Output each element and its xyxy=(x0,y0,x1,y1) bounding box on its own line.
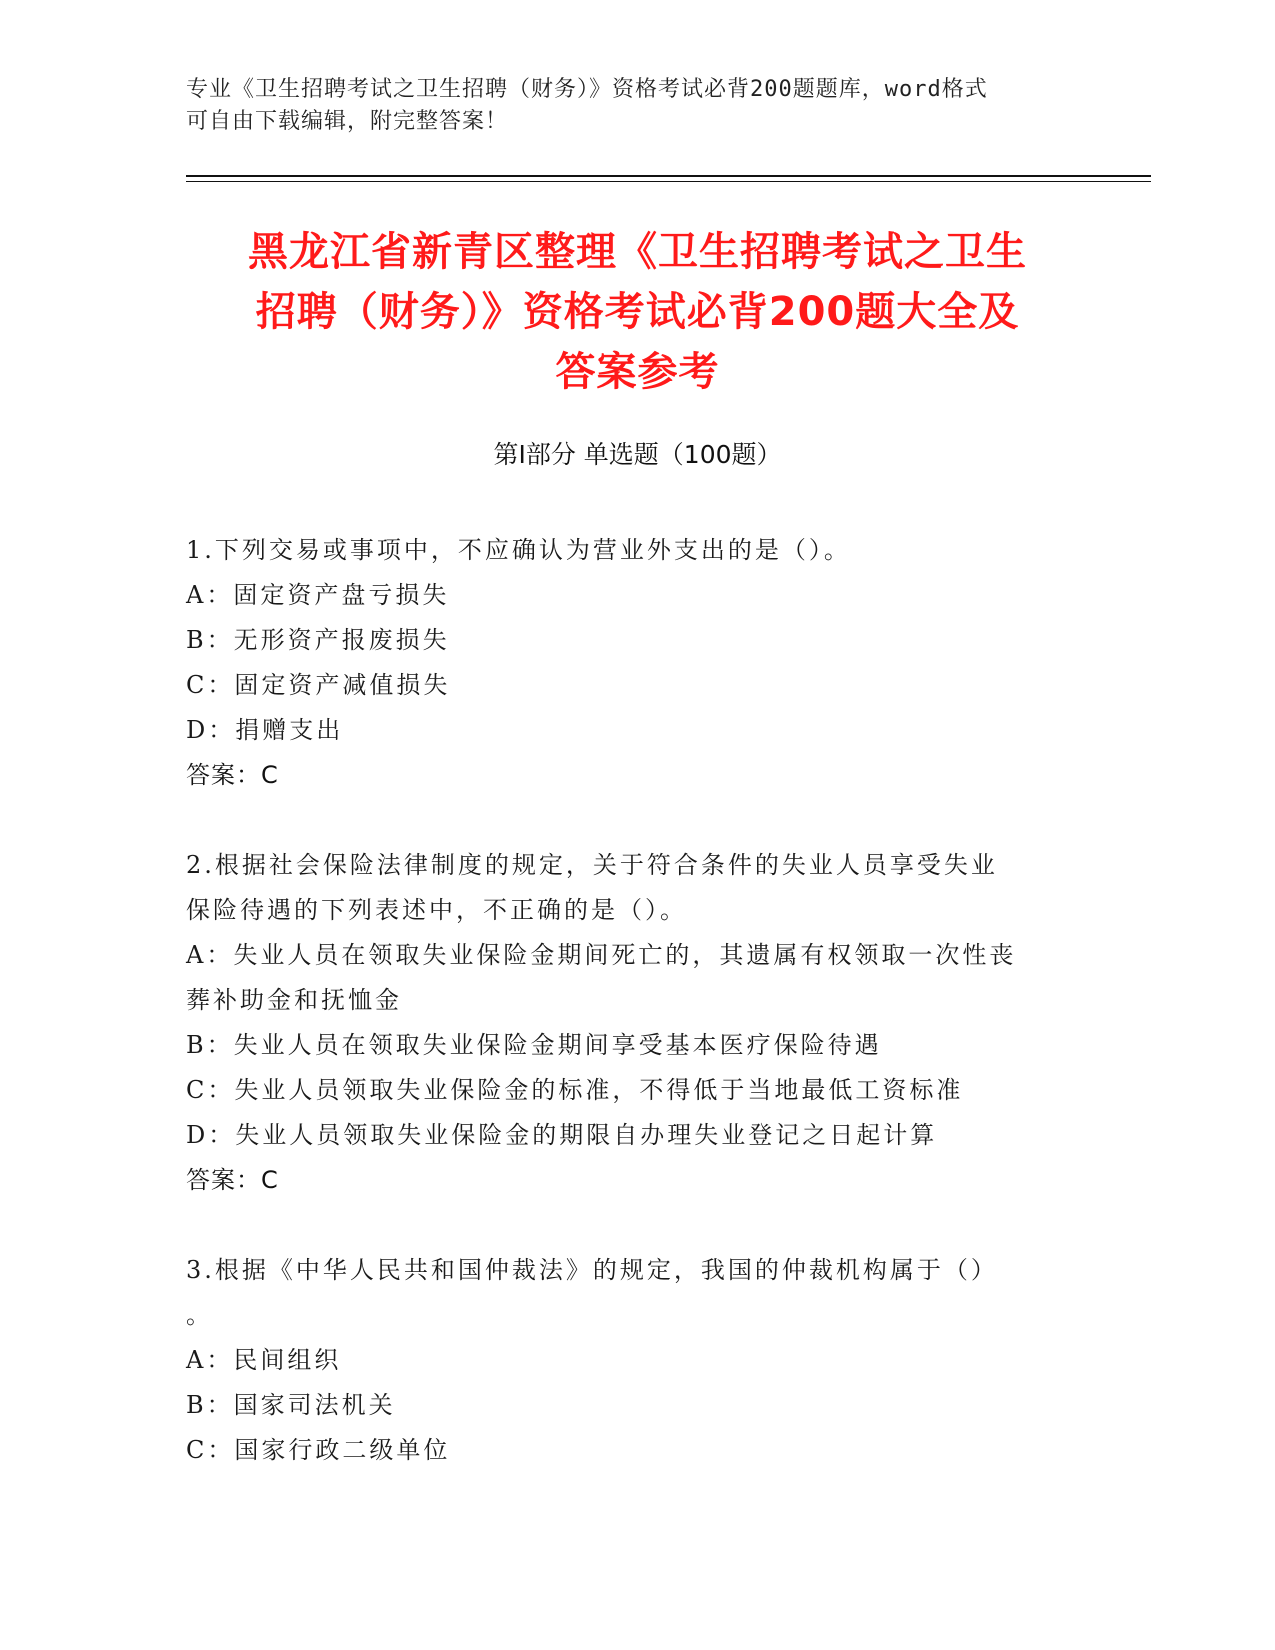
question-stem: 1.下列交易或事项中，不应确认为营业外支出的是（）。 xyxy=(186,536,851,564)
option-a: A：固定资产盘亏损失 xyxy=(186,581,450,609)
option-a: A：民间组织 xyxy=(186,1346,342,1374)
option-a: A：失业人员在领取失业保险金期间死亡的，其遗属有权领取一次性丧 xyxy=(186,941,1017,969)
document-title-line: 招聘（财务）》资格考试必背200题大全及 xyxy=(255,289,1020,335)
option-c: C：国家行政二级单位 xyxy=(186,1436,451,1464)
option-d: D：捐赠支出 xyxy=(186,716,344,744)
question-item xyxy=(186,843,1086,1203)
option-b: B：失业人员在领取失业保险金期间享受基本医疗保险待遇 xyxy=(186,1031,882,1059)
question-stem: 3.根据《中华人民共和国仲裁法》的规定，我国的仲裁机构属于（） xyxy=(186,1256,998,1284)
question-item xyxy=(186,528,1086,798)
question-stem: 保险待遇的下列表述中，不正确的是（）。 xyxy=(186,896,687,924)
document-title-line: 黑龙江省新青区整理《卫生招聘考试之卫生 xyxy=(248,229,1027,275)
document-title-line: 答案参考 xyxy=(555,349,720,395)
question-list xyxy=(186,528,1086,1518)
answer: 答案：C xyxy=(186,761,279,789)
question-item xyxy=(186,1248,1086,1473)
option-d: D：失业人员领取失业保险金的期限自办理失业登记之日起计算 xyxy=(186,1121,938,1149)
option-c: C：固定资产减值损失 xyxy=(186,671,451,699)
answer: 答案：C xyxy=(186,1166,279,1194)
header-rule-thick xyxy=(186,175,1151,177)
option-b: B：无形资产报废损失 xyxy=(186,626,450,654)
document-title xyxy=(160,222,1115,402)
header-note xyxy=(186,74,1066,138)
section-heading: 第Ⅰ部分 单选题（100题） xyxy=(493,440,782,469)
header-note-line: 可自由下载编辑，附完整答案！ xyxy=(186,109,509,134)
option-a: 葬补助金和抚恤金 xyxy=(186,986,402,1014)
header-rule-thin xyxy=(186,181,1151,182)
question-stem: 2.根据社会保险法律制度的规定，关于符合条件的失业人员享受失业 xyxy=(186,851,998,879)
option-b: B：国家司法机关 xyxy=(186,1391,396,1419)
option-c: C：失业人员领取失业保险金的标准，不得低于当地最低工资标准 xyxy=(186,1076,964,1104)
question-stem: 。 xyxy=(186,1301,213,1329)
header-note-line: 专业《卫生招聘考试之卫生招聘（财务）》资格考试必背200题题库，word格式 xyxy=(186,77,988,102)
